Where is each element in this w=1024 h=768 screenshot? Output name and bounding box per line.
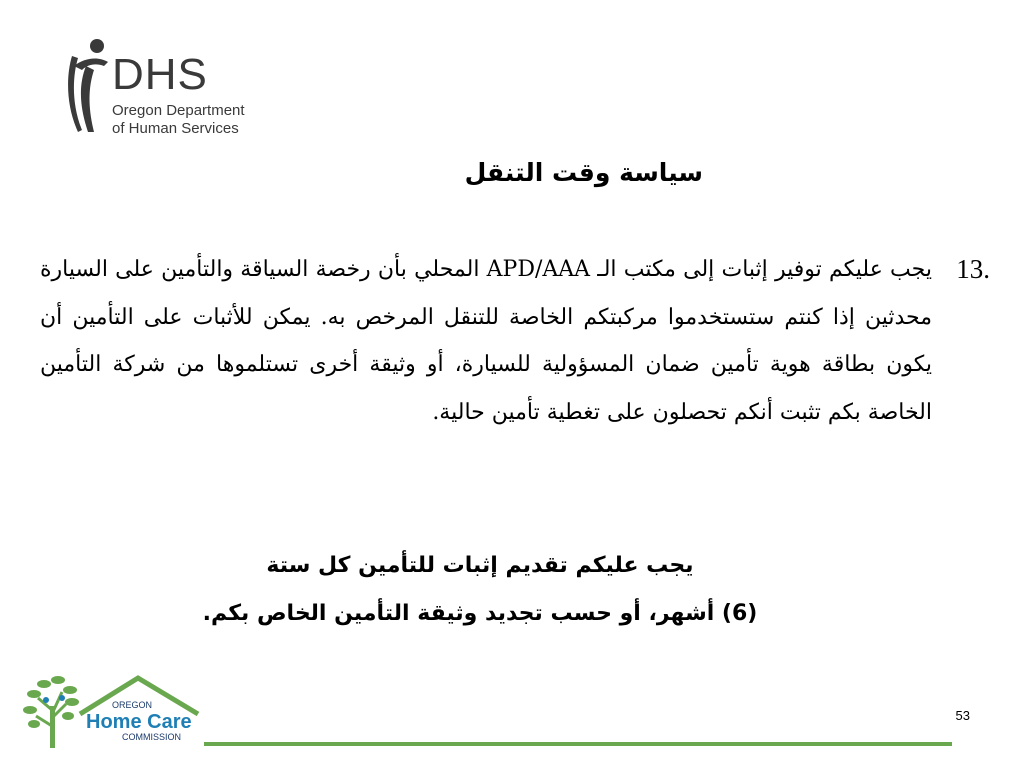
- numbered-paragraph: [40, 246, 990, 531]
- item-number: .13: [956, 254, 990, 284]
- logo-home-care: Home Care: [86, 711, 192, 733]
- person-figure-icon: [64, 36, 116, 136]
- footer-divider: [204, 742, 952, 746]
- emphasis-line-2: (6) أشهر، أو حسب تجديد وثيقة التأمين الخاص بكم.: [202, 601, 758, 626]
- item-text: يجب عليكم توفير إثبات إلى مكتب الـ APD/AAA المحلي بأن رخصة السياقة والتأمين على السيارة محدثين إذا كنتم ستستخدموا مركبتكم الخاصة للتنقل المرخص به. يمكن للأثبات على التأمين أن يكون بطاقة هوية تأمين ضمان المسؤولية للسيارة، أو وثيقة أخرى تستلموها من شركة التأمين الخاصة بكم تثبت أنكم تحصلون على تغطية تأمين حالية.: [40, 257, 932, 425]
- tree-icon: [23, 676, 79, 748]
- logo-oregon: OREGON: [112, 700, 153, 710]
- emphasis-line-1: يجب عليكم تقديم إثبات للتأمين كل ستة: [266, 553, 694, 578]
- logo-line-1: Oregon Department: [112, 102, 245, 119]
- logo-line-2: of Human Services: [112, 120, 239, 137]
- emphasis-note: [80, 542, 880, 638]
- page-number: 53: [955, 708, 970, 723]
- page-title: سياسة وقت التنقل: [464, 158, 703, 187]
- logo-commission: COMMISSION: [122, 732, 182, 742]
- logo-subtitle: [112, 102, 245, 138]
- home-care-commission-logo: [20, 670, 210, 750]
- logo-letters: DHS: [112, 50, 208, 99]
- dhs-logo: [64, 36, 264, 144]
